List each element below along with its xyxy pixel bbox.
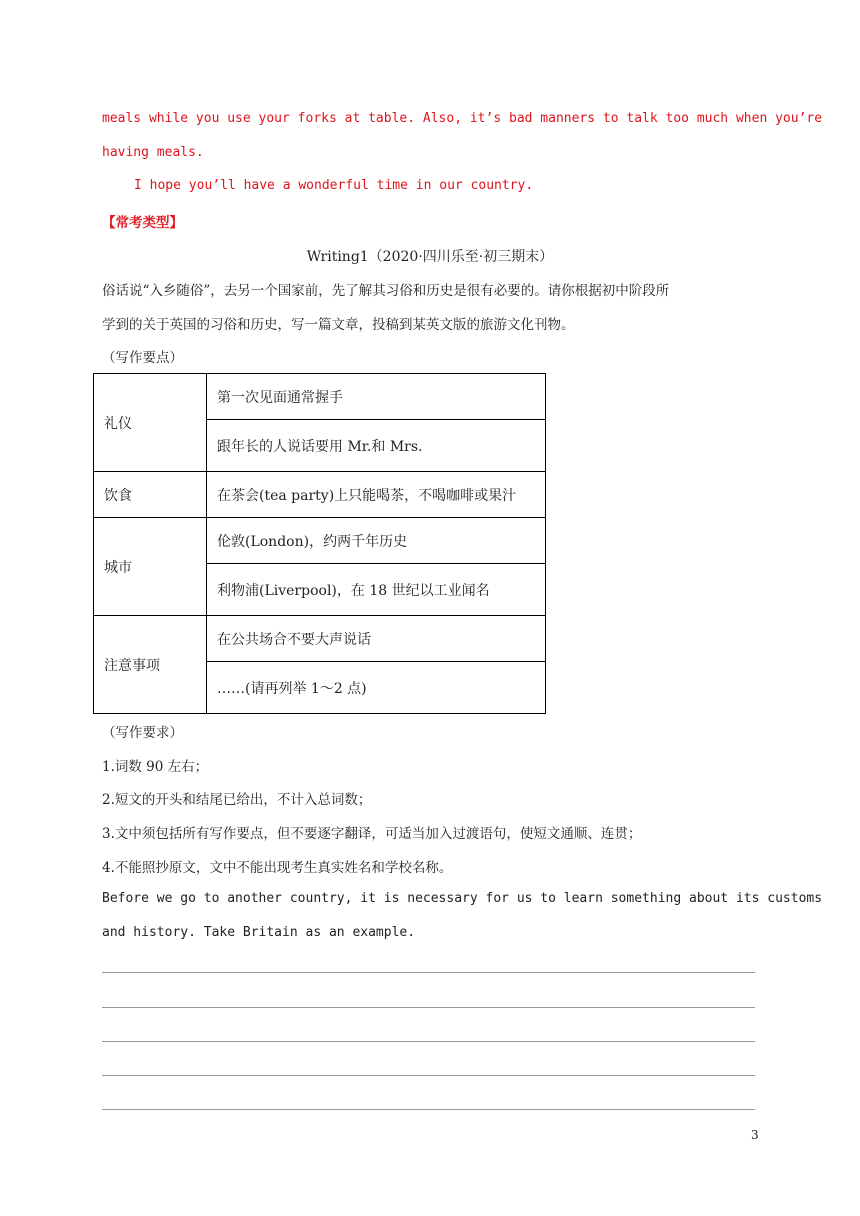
page-number: 3 [751, 1128, 759, 1142]
points-heading: （写作要点） [102, 350, 183, 366]
opening-line-1: Before we go to another country, it is necessary for us to learn something about its customs [102, 891, 823, 906]
point-cell: 在公共场合不要大声说话 [207, 616, 546, 662]
requirement-2: 2.短文的开头和结尾已给出，不计入总词数； [102, 792, 372, 808]
opening-line-2: and history. Take Britain as an example. [102, 925, 416, 940]
answer-line [102, 972, 755, 973]
sample-answer-line-2: having meals. [102, 145, 204, 160]
answer-line [102, 1109, 755, 1110]
requirement-4: 4.不能照抄原文，文中不能出现考生真实姓名和学校名称。 [102, 860, 453, 876]
requirements-heading: （写作要求） [102, 725, 183, 741]
category-notes: 注意事项 [94, 616, 207, 714]
point-cell: 伦敦(London)，约两千年历史 [207, 518, 546, 564]
category-city: 城市 [94, 518, 207, 616]
point-cell: 第一次见面通常握手 [207, 374, 546, 420]
answer-line [102, 1041, 755, 1042]
exercise-title: Writing1（2020·四川乐至·初三期末） [306, 249, 554, 265]
answer-line [102, 1007, 755, 1008]
prompt-line-2: 学到的关于英国的习俗和历史，写一篇文章，投稿到某英文版的旅游文化刊物。 [102, 317, 575, 333]
category-diet: 饮食 [94, 472, 207, 518]
sample-answer-line-3: I hope you’ll have a wonderful time in our country. [134, 178, 534, 193]
point-cell: 跟年长的人说话要用 Mr.和 Mrs. [207, 420, 546, 472]
point-cell: 利物浦(Liverpool)，在 18 世纪以工业闻名 [207, 564, 546, 616]
section-heading: 【常考类型】 [102, 215, 183, 231]
requirement-3: 3.文中须包括所有写作要点，但不要逐字翻译，可适当加入过渡语句，使短文通顺、连贯； [102, 826, 642, 842]
answer-line [102, 1075, 755, 1076]
writing-points-table [93, 373, 546, 714]
category-etiquette: 礼仪 [94, 374, 207, 472]
point-cell: 在茶会(tea party)上只能喝茶，不喝咖啡或果汁 [207, 472, 546, 518]
requirement-1: 1.词数 90 左右； [102, 759, 209, 775]
prompt-line-1: 俗话说“入乡随俗”，去另一个国家前，先了解其习俗和历史是很有必要的。请你根据初中阶段所 [102, 283, 670, 299]
point-cell: ……(请再列举 1～2 点) [207, 662, 546, 714]
sample-answer-line-1: meals while you use your forks at table. Also, it’s bad manners to talk too much when you’re [102, 111, 823, 126]
